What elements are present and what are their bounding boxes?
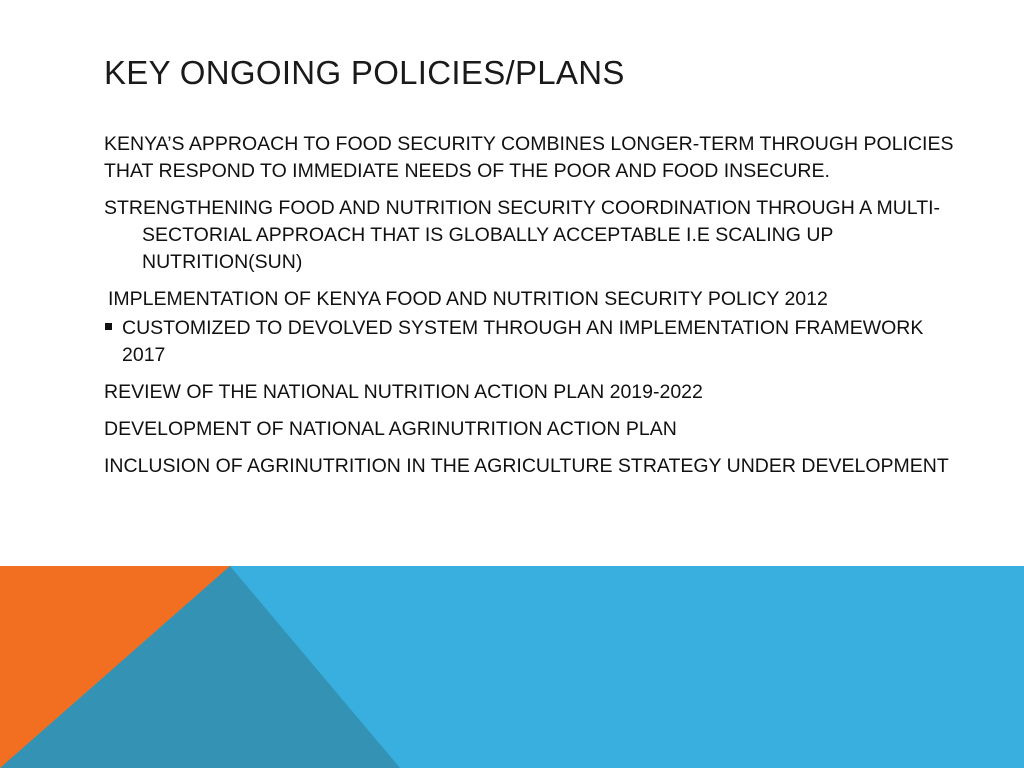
bullet-item-framework xyxy=(104,315,964,369)
decorative-footer-band xyxy=(0,566,1024,768)
square-bullet-icon xyxy=(104,315,122,330)
slide-title: KEY ONGOING POLICIES/PLANS xyxy=(104,54,625,91)
paragraph-policy-implementation: IMPLEMENTATION OF KENYA FOOD AND NUTRITION SECURITY POLICY 2012 xyxy=(108,288,828,310)
paragraph-action-plan-review: REVIEW OF THE NATIONAL NUTRITION ACTION PLAN 2019-2022 xyxy=(104,381,703,403)
paragraph-agriculture-strategy: INCLUSION OF AGRINUTRITION IN THE AGRICULTURE STRATEGY UNDER DEVELOPMENT xyxy=(104,455,949,477)
paragraph-coordination: STRENGTHENING FOOD AND NUTRITION SECURITY COORDINATION THROUGH A MULTI- SECTORIAL APPROACH THAT IS GLOBALLY ACCEPTABLE I.E SCALING UP NUTRITION(SUN) xyxy=(104,197,941,273)
paragraph-agrinutrition-plan: DEVELOPMENT OF NATIONAL AGRINUTRITION ACTION PLAN xyxy=(104,418,677,440)
slide-body xyxy=(104,131,964,490)
bullet-text: CUSTOMIZED TO DEVOLVED SYSTEM THROUGH AN IMPLEMENTATION FRAMEWORK 2017 xyxy=(122,317,924,366)
footer-shapes xyxy=(0,566,1024,768)
paragraph-food-security-approach: KENYA’S APPROACH TO FOOD SECURITY COMBINES LONGER-TERM THROUGH POLICIES THAT RESPOND TO IMMEDIATE NEEDS OF THE POOR AND FOOD INSECURE. xyxy=(104,133,954,182)
